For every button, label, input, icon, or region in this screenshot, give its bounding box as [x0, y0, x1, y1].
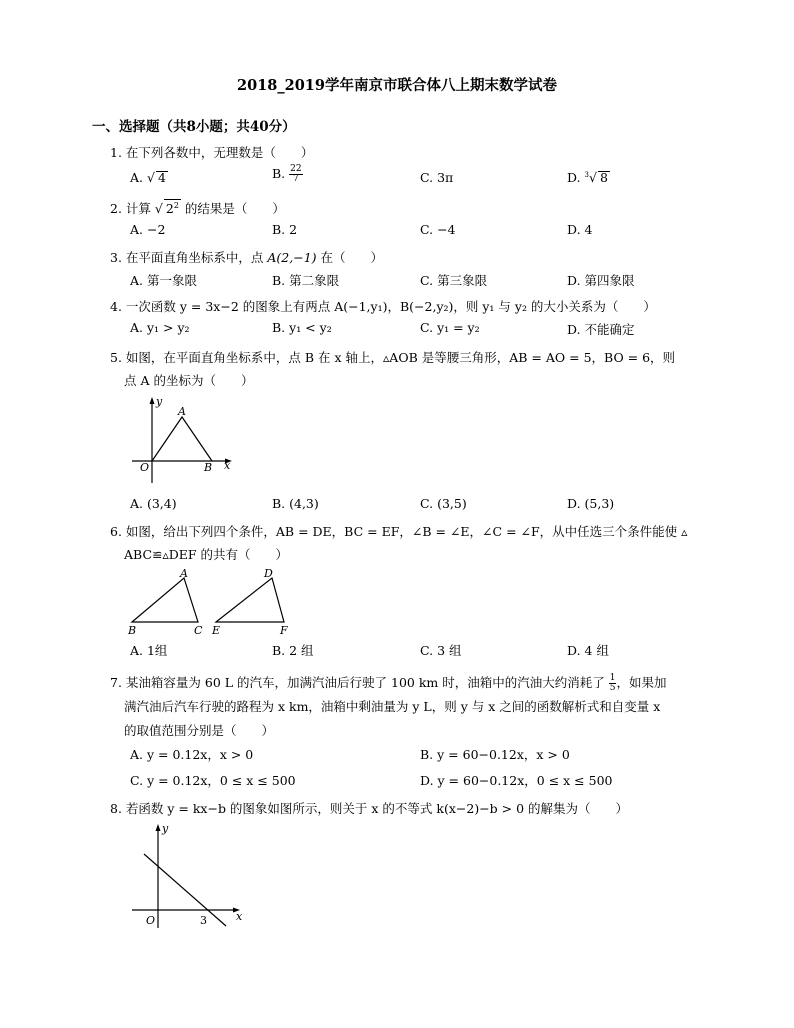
q5-option-d[interactable]: D. (5,3) — [567, 496, 615, 511]
question-7-line-3: 的取值范围分别是（ ） — [124, 723, 275, 738]
q6-d-label: D — [264, 567, 273, 580]
q7-option-a[interactable]: A. y = 0.12x，x > 0 — [130, 747, 254, 762]
q5-option-c[interactable]: C. (3,5) — [420, 496, 467, 511]
q6-option-c[interactable]: C. 3 组 — [420, 643, 462, 658]
question-4: 4. 一次函数 y = 3x−2 的图象上有两点 A(−1,y₁)，B(−2,y₂)，则 y₁ 与 y₂ 的大小关系为（ ） — [110, 299, 656, 314]
q6-c-label: C — [194, 624, 203, 637]
q5-a-label: A — [178, 405, 186, 418]
q7-option-c[interactable]: C. y = 0.12x，0 ≤ x ≤ 500 — [130, 773, 296, 788]
q7-option-d[interactable]: D. y = 60−0.12x，0 ≤ x ≤ 500 — [420, 773, 613, 788]
section-title: 一、选择题（共8小题；共40分） — [92, 119, 296, 135]
q8-o-label: O — [146, 914, 156, 927]
q6-a-label: A — [180, 567, 188, 580]
q4-option-a[interactable]: A. y₁ > y₂ — [130, 320, 190, 335]
question-6-line-1: 6. 如图，给出下列四个条件，AB = DE，BC = EF，∠B = ∠E，∠C = ∠F，从中任选三个条件能使 ▵ — [110, 524, 688, 539]
question-7-line-1: 7. 某油箱容量为 60 L 的汽车，加满汽油后行驶了 100 km 时，油箱中的汽油大约消耗了 $\frac{1}{5}$ ，如果加 — [110, 673, 667, 693]
q5-o-label: O — [140, 461, 150, 474]
q5-b-label: B — [204, 461, 213, 474]
q6-option-a[interactable]: A. 1组 — [130, 643, 168, 658]
question-3: 3. 在平面直角坐标系中，点 A(2,−1) 在（ ） — [110, 250, 384, 265]
q3-option-d[interactable]: D. 第四象限 — [567, 273, 635, 288]
question-7-line-2: 满汽油后汽车行驶的路程为 x km，油箱中剩油量为 y L，则 y 与 x 之间的函数解析式和自变量 x — [124, 699, 661, 714]
q8-x-label: x — [236, 910, 243, 923]
q5-option-b[interactable]: B. (4,3) — [272, 496, 319, 511]
q4-option-c[interactable]: C. y₁ = y₂ — [420, 320, 480, 335]
q1-option-d[interactable]: D. $^3$√ 8 — [567, 170, 608, 185]
q3-option-c[interactable]: C. 第三象限 — [420, 273, 488, 288]
q6-option-d[interactable]: D. 4 组 — [567, 643, 609, 658]
q3-option-a[interactable]: A. 第一象限 — [130, 273, 197, 288]
question-8: 8. 若函数 y = kx−b 的图象如图所示，则关于 x 的不等式 k(x−2)−b > 0 的解集为（ ） — [110, 801, 629, 816]
q6-option-b[interactable]: B. 2 组 — [272, 643, 314, 658]
q4-option-d[interactable]: D. 不能确定 — [567, 322, 635, 337]
q1-option-b[interactable]: B. $\frac{22}{7}$ — [272, 164, 302, 184]
q5-x-label: x — [224, 459, 231, 472]
q1-option-c[interactable]: C. 3π — [420, 170, 454, 185]
q6-f-label: F — [280, 624, 288, 637]
question-6-line-2: ABC≌▵DEF 的共有（ ） — [124, 547, 289, 562]
q6-b-label: B — [128, 624, 137, 637]
q2-option-b[interactable]: B. 2 — [272, 222, 298, 237]
q7-option-b[interactable]: B. y = 60−0.12x，x > 0 — [420, 747, 570, 762]
q5-y-label: y — [156, 395, 163, 408]
page-title: 2018_2019学年南京市联合体八上期末数学试卷 — [237, 77, 557, 94]
q6-e-label: E — [212, 624, 221, 637]
q8-three-label: 3 — [200, 914, 207, 927]
q4-option-b[interactable]: B. y₁ < y₂ — [272, 320, 332, 335]
q3-option-b[interactable]: B. 第二象限 — [272, 273, 340, 288]
question-1: 1. 在下列各数中，无理数是（ ） — [110, 145, 314, 160]
q6-figure — [126, 566, 306, 636]
q5-option-a[interactable]: A. (3,4) — [130, 496, 177, 511]
question-5-line-1: 5. 如图，在平面直角坐标系中，点 B 在 x 轴上，▵AOB 是等腰三角形，AB = AO = 5，BO = 6，则 — [110, 350, 676, 365]
question-2: 2. 计算 √ $2^2$ 的结果是（ ） — [110, 201, 285, 217]
q1-option-a[interactable]: A. √ 4 — [130, 170, 166, 185]
q5-figure — [126, 395, 246, 487]
q2-option-c[interactable]: C. −4 — [420, 222, 456, 237]
q2-option-d[interactable]: D. 4 — [567, 222, 593, 237]
q8-y-label: y — [162, 822, 169, 835]
q8-figure — [128, 822, 258, 932]
q2-option-a[interactable]: A. −2 — [130, 222, 166, 237]
question-5-line-2: 点 A 的坐标为（ ） — [124, 373, 254, 388]
